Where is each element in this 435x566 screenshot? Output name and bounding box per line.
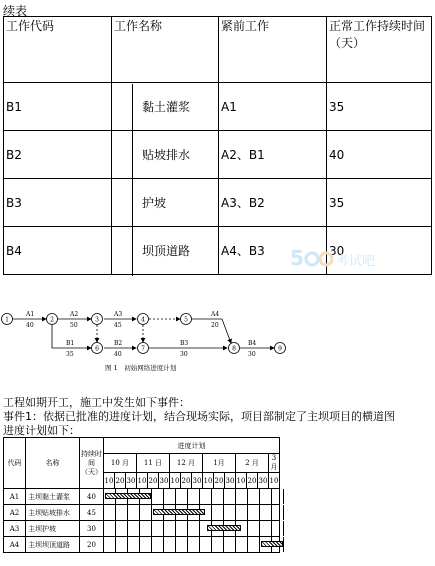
paragraph-event1: 事件1：依据已批准的进度计划，结合现场实际，项目部制定了主坝项目的横道图 (3, 410, 395, 423)
cell-duration: 35 (327, 83, 432, 131)
watermark-logo (290, 245, 390, 273)
network-node (229, 343, 240, 354)
arrow-label: B1 (66, 340, 75, 347)
arrow-value: 50 (70, 322, 78, 329)
gantt-month: 12 月 (170, 454, 203, 473)
gantt-day: 30 (126, 473, 137, 489)
cell-prev: A4、B3 (219, 227, 327, 275)
gantt-header-code: 代码 (4, 438, 26, 489)
gantt-day: 10 (236, 473, 247, 489)
network-node (92, 314, 103, 325)
gantt-day: 10 (269, 473, 280, 489)
gantt-cell-code: A2 (4, 505, 26, 521)
arrow-value: 45 (114, 322, 122, 329)
gantt-row (4, 537, 280, 553)
arrow-label: A4 (211, 311, 220, 318)
gantt-header-duration: 持续时间（天） (80, 438, 104, 489)
gantt-cell-code: A3 (4, 521, 26, 537)
gantt-cell-name: 主坝护坡 (26, 521, 80, 537)
cell-prev: A3、B2 (219, 179, 327, 227)
paragraph-intro: 工程如期开工，施工中发生如下事件： (3, 396, 190, 409)
gantt-day: 20 (214, 473, 225, 489)
header-prev: 紧前工作 (219, 17, 327, 83)
network-caption: 图 1 初始网络进度计划 (105, 364, 177, 372)
cell-duration: 40 (327, 131, 432, 179)
gantt-day: 10 (170, 473, 181, 489)
cell-name: 贴坡排水 (112, 131, 219, 179)
paragraph-plan-intro: 进度计划如下： (3, 424, 80, 437)
gantt-cell-duration: 20 (80, 537, 104, 553)
network-node (138, 343, 149, 354)
gantt-month: 2 月 (236, 454, 269, 473)
gantt-month: 3月 (270, 454, 278, 471)
gantt-bar (261, 541, 283, 547)
gantt-day: 30 (192, 473, 203, 489)
gantt-row (4, 489, 280, 505)
cell-duration: 35 (327, 179, 432, 227)
work-table (3, 16, 432, 275)
svg-text:5: 5 (290, 246, 304, 270)
gantt-cell-duration: 40 (80, 489, 104, 505)
gantt-bar (105, 493, 151, 499)
heading-continued: 续表 (3, 4, 28, 18)
table-row (4, 83, 432, 131)
gantt-day: 10 (203, 473, 214, 489)
svg-text:8: 8 (232, 345, 236, 353)
cell-name: 黏土灌浆 (112, 83, 219, 131)
svg-text:9: 9 (278, 345, 282, 353)
gantt-day: 30 (258, 473, 269, 489)
cell-code: B2 (4, 131, 112, 179)
gantt-day: 30 (159, 473, 170, 489)
table-row (4, 179, 432, 227)
svg-text:5: 5 (184, 316, 188, 324)
svg-text:2: 2 (50, 316, 54, 324)
gantt-header-plan: 进度计划 (104, 438, 280, 454)
gantt-month: 10 月 (104, 454, 137, 473)
svg-text:1: 1 (5, 316, 9, 324)
network-node (275, 343, 286, 354)
arrow-label: B4 (248, 340, 257, 347)
gantt-cell-duration: 45 (80, 505, 104, 521)
cell-code: B4 (4, 227, 112, 275)
cell-code: B3 (4, 179, 112, 227)
gantt-day: 20 (247, 473, 258, 489)
svg-text:7: 7 (141, 345, 145, 353)
arrow-value: 30 (248, 351, 256, 358)
arrow-value: 30 (180, 351, 188, 358)
network-diagram (0, 303, 300, 373)
arrow-label: A2 (70, 311, 79, 318)
arrow-value: 40 (114, 351, 122, 358)
gantt-month: 1月 (203, 454, 236, 473)
cell-name: 护坡 (112, 179, 219, 227)
gantt-day: 30 (225, 473, 236, 489)
svg-text:6: 6 (95, 345, 99, 353)
gantt-cell-code: A1 (4, 489, 26, 505)
cell-name: 坝顶道路 (112, 227, 219, 275)
cell-prev: A1 (219, 83, 327, 131)
gantt-day: 10 (137, 473, 148, 489)
network-node (47, 314, 58, 325)
name-column-divider (132, 84, 133, 276)
network-node (181, 314, 192, 325)
gantt-day: 20 (148, 473, 159, 489)
svg-text:3: 3 (95, 316, 99, 324)
gantt-cell-duration: 30 (80, 521, 104, 537)
arrow-label: B2 (114, 340, 123, 347)
gantt-day: 20 (181, 473, 192, 489)
gantt-row (4, 505, 280, 521)
svg-text:4: 4 (141, 316, 145, 324)
gantt-table (3, 437, 280, 553)
arrow-value: 35 (66, 351, 74, 358)
gantt-cell-name: 主坝黏土灌浆 (26, 489, 80, 505)
gantt-day: 10 (104, 473, 115, 489)
arrow-label: B3 (180, 340, 189, 347)
cell-code: B1 (4, 83, 112, 131)
header-code: 工作代码 (4, 17, 112, 83)
cell-prev: A2、B1 (219, 131, 327, 179)
table-row (4, 131, 432, 179)
header-name: 工作名称 (112, 17, 219, 83)
gantt-month: 11 日 (137, 454, 170, 473)
gantt-header-name: 名称 (26, 438, 80, 489)
gantt-bar (153, 509, 205, 515)
network-node (138, 314, 149, 325)
network-node (2, 314, 13, 325)
gantt-cell-name: 主坝贴坡排水 (26, 505, 80, 521)
gantt-cell-code: A4 (4, 537, 26, 553)
watermark-text: 考试吧 (336, 254, 376, 269)
gantt-row (4, 521, 280, 537)
work-table-header (4, 17, 432, 83)
arrow-value: 20 (211, 322, 219, 329)
cell-duration: 30 (327, 227, 432, 275)
gantt-day: 20 (115, 473, 126, 489)
arrow-label: A3 (114, 311, 123, 318)
header-duration: 正常工作持续时间（天） (327, 17, 432, 83)
arrow-label: A1 (26, 311, 35, 318)
arrow-value: 40 (26, 322, 34, 329)
network-node (92, 343, 103, 354)
gantt-bar (207, 525, 241, 531)
gantt-cell-name: 主坝坝顶道路 (26, 537, 80, 553)
